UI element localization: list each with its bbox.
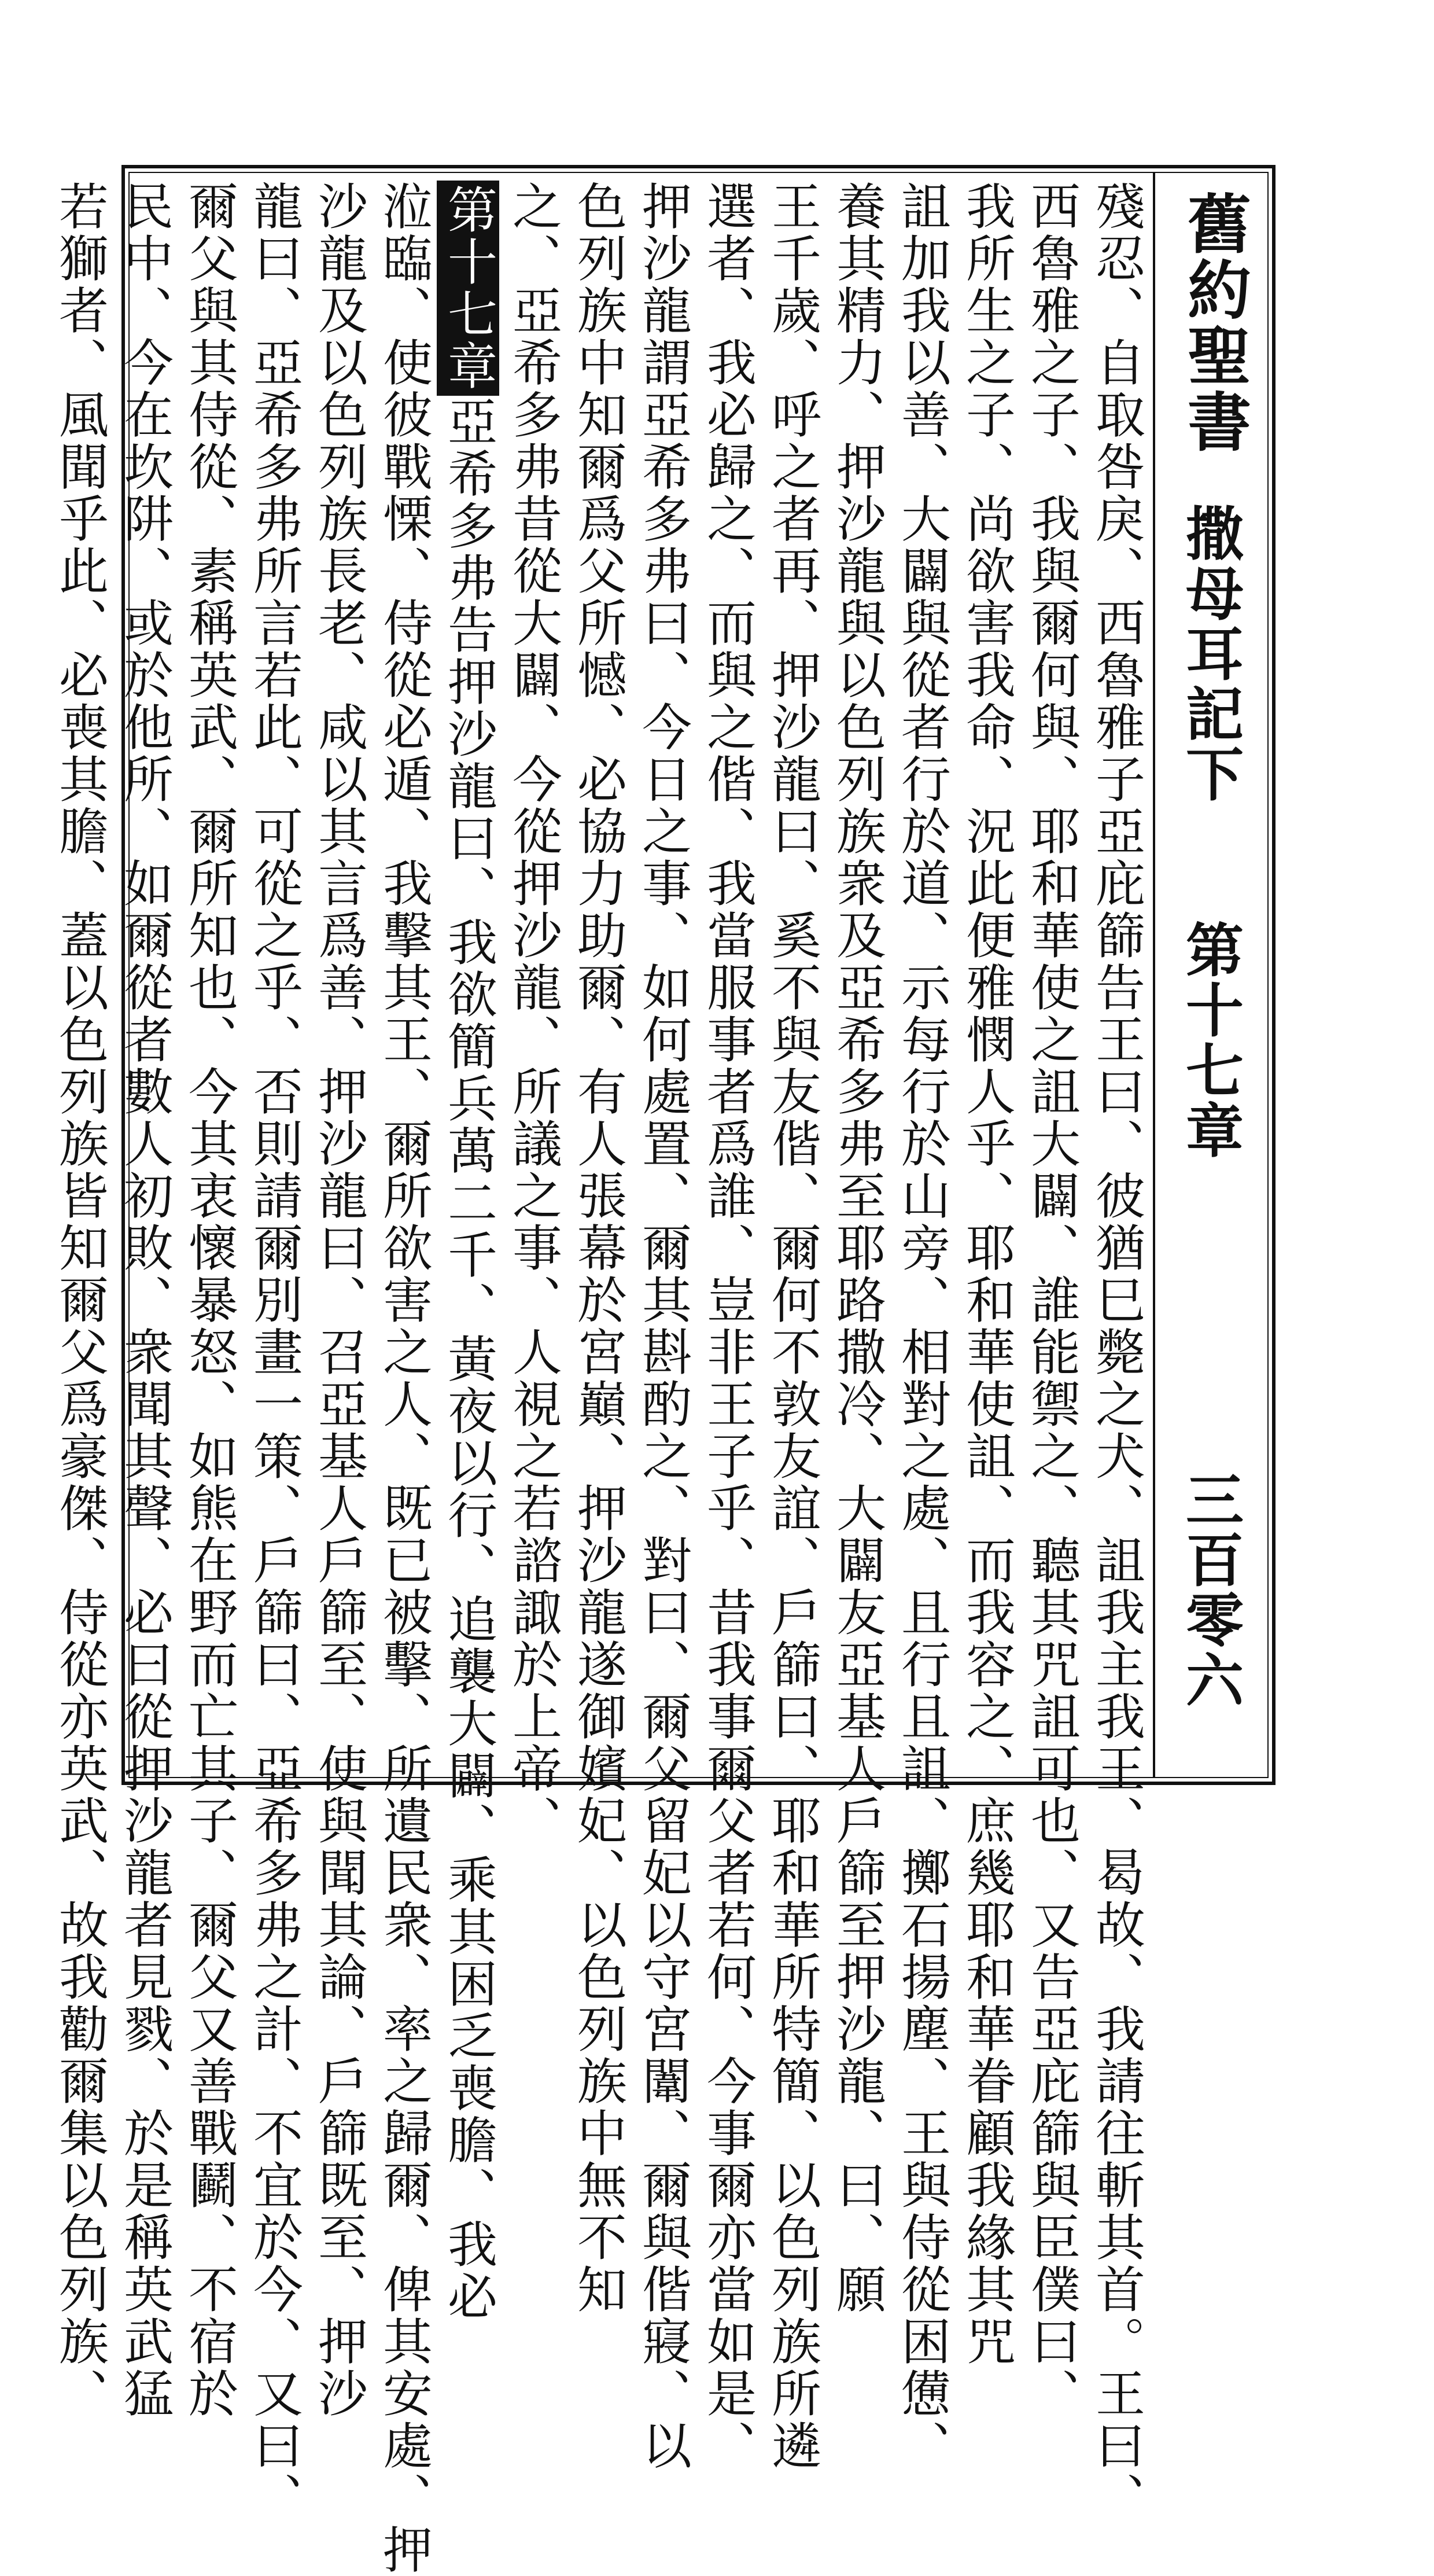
text-column: 爾父與其侍從、素稱英武、爾所知也、今其衷懷暴怒、如熊在野而亡其子、爾父又善戰鬬、不宿於 <box>180 181 238 2420</box>
text-column: 王千歲、呼之者再、押沙龍曰、奚不與友偕、爾何不敦友誼、戶篩曰、耶和華所特簡、以色列族所遴 <box>763 181 821 2472</box>
header-divider <box>1153 172 1155 1778</box>
text-column: 色列族中知爾爲父所憾、必協力助爾、有人張幕於宮巔、押沙龍遂御嬪妃、以色列族中無不知 <box>569 181 626 2316</box>
text-column: 沙龍及以色列族長老、咸以其言爲善、押沙龍曰、召亞基人戶篩至、使與聞其論、戶篩既至、押沙 <box>309 181 367 2420</box>
section-title: 撒母耳記下 <box>1176 503 1244 804</box>
text-column: 若獅者、風聞乎此、必喪其膽、蓋以色列族皆知爾父爲豪傑、侍從亦英武、故我勸爾集以色列族、 <box>50 181 108 2420</box>
book-title: 舊約聖書 <box>1177 191 1252 455</box>
text-column: 押沙龍謂亞希多弗曰、今日之事、如何處置、爾其斟酌之、對曰、爾父留妃以守宮闈、爾與偕寢、以 <box>633 181 691 2472</box>
text-column: 養其精力、押沙龍與以色列族衆及亞希多弗至耶路撒冷、大闢友亞基人戶篩至押沙龍、曰、願 <box>828 181 886 2316</box>
scripture-body <box>50 181 1148 2576</box>
text-column: 殘忍、自取咎戾、西魯雅子亞庇篩告王曰、彼猶巳斃之犬、詛我主我王、曷故、我請往斬其首。王曰、 <box>1087 181 1145 2524</box>
text-column: 西魯雅之子、我與爾何與、耶和華使之詛大闢、誰能禦之、聽其咒詛可也、又告亞庇篩與臣僕曰、 <box>1022 181 1080 2420</box>
chapter-marker: 第十七章 <box>437 181 499 396</box>
chapter-heading: 第十七章 <box>1176 920 1244 1161</box>
text-column: 涖臨、使彼戰慄、侍從必遁、我擊其王、爾所欲害之人、既已被擊、所遺民衆、率之歸爾、俾其安處、押 <box>374 181 432 2576</box>
text-column: 第十七章亞希多弗告押沙龍曰、我欲簡兵萬二千、黃夜以行、追襲大闢、乘其困乏喪膽、我必 <box>436 181 500 1772</box>
text-column: 龍曰、亞希多弗所言若此、可從之乎、否則請爾別畫一策、戶篩曰、亞希多弗之計、不宜於今、又曰、 <box>245 181 303 2524</box>
text-column: 之、亞希多弗昔從大闢、今從押沙龍、所議之事、人視之若諮諏於上帝、 <box>504 181 562 1847</box>
text-column: 我所生之子、尚欲害我命、況此便雅憫人乎、耶和華使詛、而我容之、庶幾耶和華眷顧我緣其咒 <box>957 181 1015 2368</box>
text-column: 詛加我以善、大闢與從者行於道、示每行於山旁、相對之處、且行且詛、擲石揚塵、王與侍從困憊、 <box>893 181 950 2472</box>
running-header <box>1157 179 1267 1771</box>
page-number: 三百零六 <box>1176 1470 1244 1710</box>
text-column: 選者、我必歸之、而與之偕、我當服事者爲誰、豈非王子乎、昔我事爾父者若何、今事爾亦當如是、 <box>698 181 756 2472</box>
text-column: 民中、今在坎阱、或於他所、如爾從者數人初敗、衆聞其聲、必曰從押沙龍者見戮、於是稱英武猛 <box>115 181 173 2420</box>
